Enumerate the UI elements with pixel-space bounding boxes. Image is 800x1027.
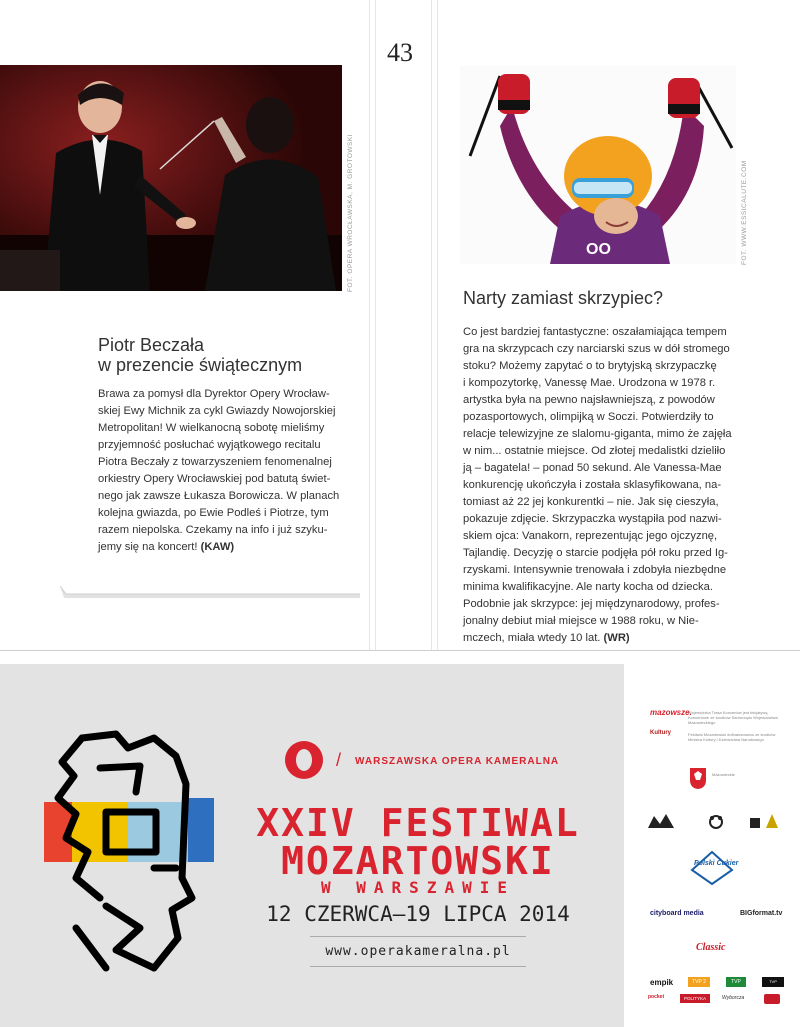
text-line: nego jak zawsze Łukasza Borowicza. W planach	[98, 490, 340, 502]
text-line: Brawa za pomysł dla Dyrektor Opery Wrocław-	[98, 388, 330, 400]
opera-name: WARSZAWSKA OPERA KAMERALNA	[355, 756, 560, 767]
sponsor-note: Mazowieckie	[712, 772, 735, 777]
mozart-portrait-illustration	[36, 728, 226, 978]
text-line: orkiestry Opery Wrocławskiej pod batutą świet-	[98, 473, 331, 485]
text-line: artystka była na pewno najsławniejszą, z powodów	[463, 394, 715, 406]
text-line: konkurencję ukończyła i została sklasyfikowana, na-	[463, 479, 722, 491]
wyborcza-logo: Wyborcza	[722, 995, 745, 1001]
classic-logo: Classic	[696, 942, 726, 953]
coat-of-arms-icon	[688, 766, 708, 790]
polityka-logo: POLITYKA	[680, 994, 710, 1003]
text-line	[98, 539, 344, 556]
text-line	[463, 630, 741, 647]
text-line: kolejna gwiazda, po Ewie Podleś i Piotrze, tym	[98, 507, 329, 519]
text-fragment: mczech, miała wtedy 10 lat.	[463, 632, 601, 644]
text-line: Co jest bardziej fantastyczne: oszałamiająca tempem	[463, 326, 727, 338]
tvp2-logo: TVP 2	[688, 977, 710, 987]
festival-title-line: MOZARTOWSKI	[281, 839, 555, 883]
singer-photo	[0, 65, 342, 291]
text-line: pozasportowych, olimpijką w Soczi. Potwierdziły to	[463, 411, 714, 423]
text-line: ją – bagatela! – ponad 50 sekund. Ale Vanessa-Mae	[463, 462, 722, 474]
opera-logo-icon	[282, 740, 330, 780]
text-fragment: jemy się na koncert!	[98, 541, 198, 553]
text-line: jonalny debiut miał miejsce w 1988 roku, w Nie-	[463, 615, 699, 627]
skier-photo	[460, 66, 736, 264]
photo-credit: FOT. WWW.ESSICALUTE.COM	[741, 160, 748, 265]
gutter-line	[437, 0, 438, 650]
svg-text:OO: OO	[586, 241, 611, 258]
festival-title-line: XXIV FESTIWAL	[256, 801, 580, 845]
page-divider	[0, 650, 800, 651]
tvp-kultura-logo: TVP KULTURA	[763, 979, 783, 994]
festival-dates: 12 CZERWCA–19 LIPCA 2014	[266, 902, 570, 926]
author-signature: (KAW)	[200, 541, 235, 553]
text-line: pokazuje zdjęcie. Skrzypaczka wystąpiła pod nazwi-	[463, 513, 722, 525]
polski-cukier-logo: Polski Cukier	[694, 860, 739, 867]
text-line: przyjemność posłuchać wyjątkowego recitalu	[98, 439, 321, 451]
article-title-line: Piotr Beczała	[98, 335, 205, 355]
text-line: w nim... ostatnie miejsce. Od złotej medalistki dzieliło	[463, 445, 726, 457]
gutter-line	[369, 0, 370, 650]
cityboard-logo: cityboard media	[650, 910, 704, 917]
bigformat-logo: BIGformat.tv	[740, 910, 783, 917]
sponsor-logos	[624, 664, 800, 1027]
article-title-line: w prezencie świątecznym	[98, 355, 303, 375]
mazowsze-logo: mazowsze.	[650, 708, 692, 717]
text-line: rzyskami. Intensywnie trenowała i zdobyła niezbędne	[463, 564, 727, 576]
pocket-logo: pocket	[648, 994, 665, 1000]
festival-advertisement	[0, 664, 624, 1027]
text-line: skiej Ewy Michnik za cykl Gwiazdy Nowojorskiej	[98, 405, 336, 417]
skier-illustration	[460, 66, 736, 264]
partner-logos-icon	[646, 810, 786, 832]
sponsor-note: Festiwal Mozartowski dofinansowano ze środków Ministra Kultury i Dziedzictwa Narodowego	[688, 732, 776, 742]
empik-logo: empik	[650, 978, 674, 987]
kultura-logo: Kultury	[650, 730, 671, 736]
article-title: Narty zamiast skrzypiec?	[463, 288, 664, 308]
text-line: razem niepolska. Czekamy na info i już szyku-	[98, 524, 328, 536]
sponsor-note: Wojewódzka Trasa Koncertów jest inicjatywą Koncertowe ze środków Samorządu Województwa Mazowieckiego	[688, 710, 778, 725]
article-title	[98, 335, 302, 375]
text-line: Piotra Beczały z towarzyszeniem fenomenalnej	[98, 456, 332, 468]
gutter-line	[375, 0, 376, 650]
slash-divider: /	[336, 750, 342, 770]
text-line: Metropolitan! W wielkanocną sobotę mieliśmy	[98, 422, 325, 434]
text-line: relacje telewizyjne ze slalomu-giganta, mimo że zajęła	[463, 428, 732, 440]
festival-url[interactable]: www.operakameralna.pl	[325, 944, 511, 959]
text-line: tomiast aż 22 jej konkurentki – nie. Jak się cieszyła,	[463, 496, 719, 508]
text-line: i kompozytorkę, Vanessę Mae. Urodzona w 1978 r.	[463, 377, 716, 389]
text-line: Tajlandię. Decyzję o starcie podjęła pół roku przed Ig-	[463, 547, 728, 559]
singer-illustration	[0, 65, 342, 291]
page-number: 43	[387, 38, 413, 67]
text-line: stoku? Możemy zapytać o to brytyjską skrzypaczkę	[463, 360, 717, 372]
tvp-logo: TVP	[726, 977, 746, 987]
text-line: Podobnie jak skrzypce: jej międzynarodowy, profes-	[463, 598, 720, 610]
author-signature: (WR)	[603, 632, 630, 644]
festival-city: W WARSZAWIE	[321, 878, 515, 897]
gutter-line	[431, 0, 432, 650]
photo-credit: FOT. OPERA WROCŁAWSKA, M. GROTOWSKI	[347, 134, 354, 292]
article-body	[463, 324, 741, 647]
text-line: gra na skrzypcach czy narciarski szus w dół stromego	[463, 343, 730, 355]
text-line: skiem ojca: Vanakorn, reprezentując jego ojczyznę,	[463, 530, 718, 542]
divider-line	[310, 936, 526, 937]
article-body	[98, 386, 344, 556]
radio-logo-icon	[764, 994, 780, 1004]
text-line: minima kwalifikacyjne. Ale narty kocha od dziecka.	[463, 581, 713, 593]
divider-line	[310, 966, 526, 967]
box-shadow-decor	[60, 585, 360, 597]
